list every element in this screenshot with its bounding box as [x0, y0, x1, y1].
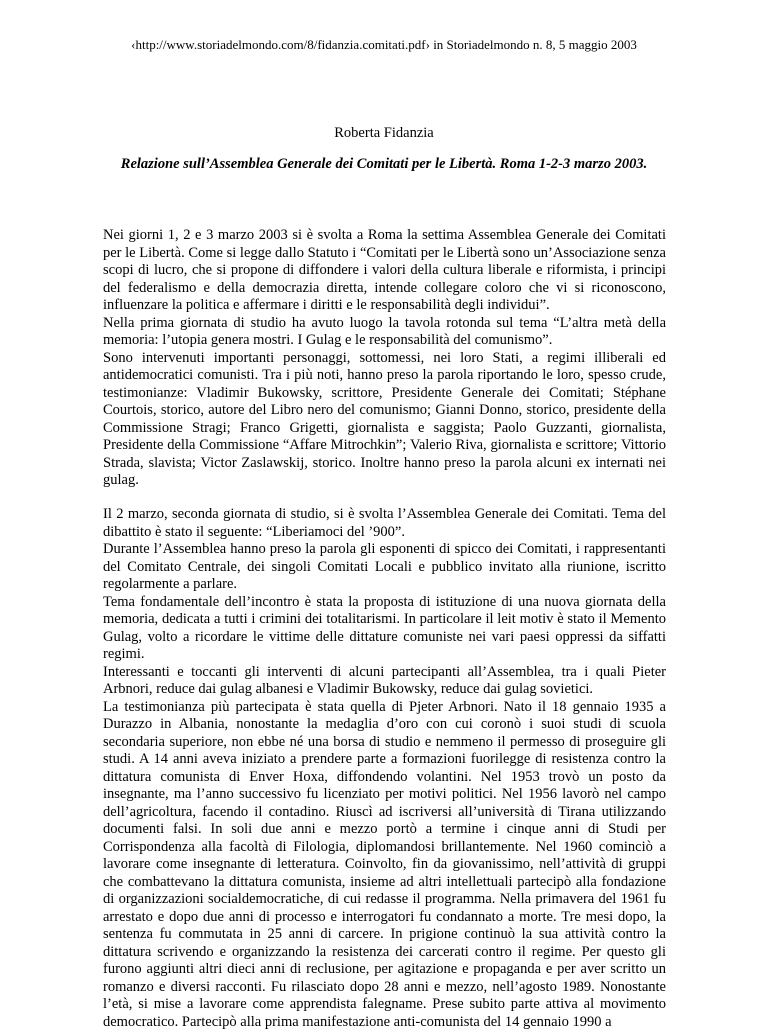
document-title: Relazione sull’Assemblea Generale dei Comitati per le Libertà. Roma 1-2-3 marzo 2003.	[0, 155, 768, 173]
paragraph: La testimonianza più partecipata è stata quella di Pjeter Arbnori. Nato il 18 gennaio 1935 a Durazzo in Albania, nonostante la medaglia d’oro con cui coronò i suoi studi di scuola secondaria superiore, non ebbe né una borsa di studio e nemmeno il permesso di proseguire gli studi. A 14 anni aveva iniziato a prendere parte a formazioni fuorilegge di resistenza contro la dittatura comunista di Enver Hoxa, diffondendo volantini. Nel 1953 trovò un posto da insegnante, ma l’anno successivo fu licenziato per motivi politici. Nel 1956 lavorò nel campo dell’agricoltura, facendo il contadino. Riuscì ad iscriversi all’università di Tirana utilizzando documenti falsi. In soli due anni e mezzo portò a termine i cinque anni di Studi per Corrispondenza alla facoltà di Filologia, diplomandosi brillantemente. Nel 1960 cominciò a lavorare come insegnante di letteratura. Coinvolto, fin da giovanissimo, nell’attività di gruppi che combattevano la dittatura comunista, insieme ad altri intellettuali partecipò alla fondazione di organizzazioni socialdemocratiche, di cui redasse il programma. Nella primavera del 1961 fu arrestato e dopo due anni di processo e interrogatori fu condannato a morte. Tre mesi dopo, la sentenza fu commutata in 25 anni di carcere. In prigione continuò la sua attività contro la dittatura scrivendo e organizzando la resistenza dei carcerati contro il regime. Per questo gli furono aggiunti altri dieci anni di reclusione, per agitazione e propaganda e per aver scritto un romanzo e diversi racconti. Fu rilasciato dopo 28 anni e mezzo, nell’agosto 1989. Nonostante l’età, si mise a lavorare come apprendista falegname. Prese subito parte attiva al movimento democratico. Partecipò alla prima manifestazione anti-comunista del 14 gennaio 1990 a	[103, 699, 666, 1031]
paragraph: Nella prima giornata di studio ha avuto luogo la tavola rotonda sul tema “L’altra metà della memoria: l’utopia genera mostri. I Gulag e le responsabilità del comunismo”.	[103, 315, 666, 350]
source-header[interactable]: ‹http://www.storiadelmondo.com/8/fidanzia.comitati.pdf› in Storiadelmondo n. 8, 5 maggio 2003	[0, 37, 768, 53]
paragraph: Durante l’Assemblea hanno preso la parola gli esponenti di spicco dei Comitati, i rappresentanti del Comitato Centrale, dei singoli Comitati Locali e pubblico invitato alla riunione, iscritto regolarmente a parlare.	[103, 541, 666, 594]
paragraph: Tema fondamentale dell’incontro è stata la proposta di istituzione di una nuova giornata della memoria, dedicata a tutti i crimini dei totalitarismi. In particolare il leit motiv è stato il Memento Gulag, volto a ricordare le vittime delle dittature comuniste nei vari paesi oppressi da siffatti regimi.	[103, 594, 666, 664]
paragraph: Interessanti e toccanti gli interventi di alcuni partecipanti all’Assemblea, tra i quali Pieter Arbnori, reduce dai gulag albanesi e Vladimir Bukowsky, reduce dai gulag sovietici.	[103, 664, 666, 699]
body-text	[103, 227, 666, 1031]
author-name: Roberta Fidanzia	[0, 124, 768, 142]
paragraph: Il 2 marzo, seconda giornata di studio, si è svolta l’Assemblea Generale dei Comitati. Tema del dibattito è stato il seguente: “Liberiamoci del ’900”.	[103, 506, 666, 541]
paragraph: Sono intervenuti importanti personaggi, sottomessi, nei loro Stati, a regimi illiberali ed antidemocratici comunisti. Tra i più noti, hanno preso la parola riportando le loro, spesso crude, testimonianze: Vladimir Bukowsky, scrittore, Presidente Generale dei Comitati; Stéphane Courtois, storico, autore del Libro nero del comunismo; Gianni Donno, storico, presidente della Commissione Stragi; Franco Grigetti, giornalista e saggista; Paolo Guzzanti, giornalista, Presidente della Commissione “Affare Mitrochkin”; Valerio Riva, giornalista e scrittore; Vittorio Strada, slavista; Victor Zaslawskij, storico. Inoltre hanno preso la parola alcuni ex internati nei gulag.	[103, 350, 666, 490]
paragraph: Nei giorni 1, 2 e 3 marzo 2003 si è svolta a Roma la settima Assemblea Generale dei Comitati per le Libertà. Come si legge dallo Statuto i “Comitati per le Libertà sono un’Associazione senza scopi di lucro, che si propone di diffondere i valori della cultura liberale e riformista, i principi del federalismo e della democrazia diretta, intende collegare coloro che vi si riconoscono, influenzare la politica e affermare i diritti e le responsabilità degli individui”.	[103, 227, 666, 315]
paragraph-gap	[103, 490, 666, 507]
